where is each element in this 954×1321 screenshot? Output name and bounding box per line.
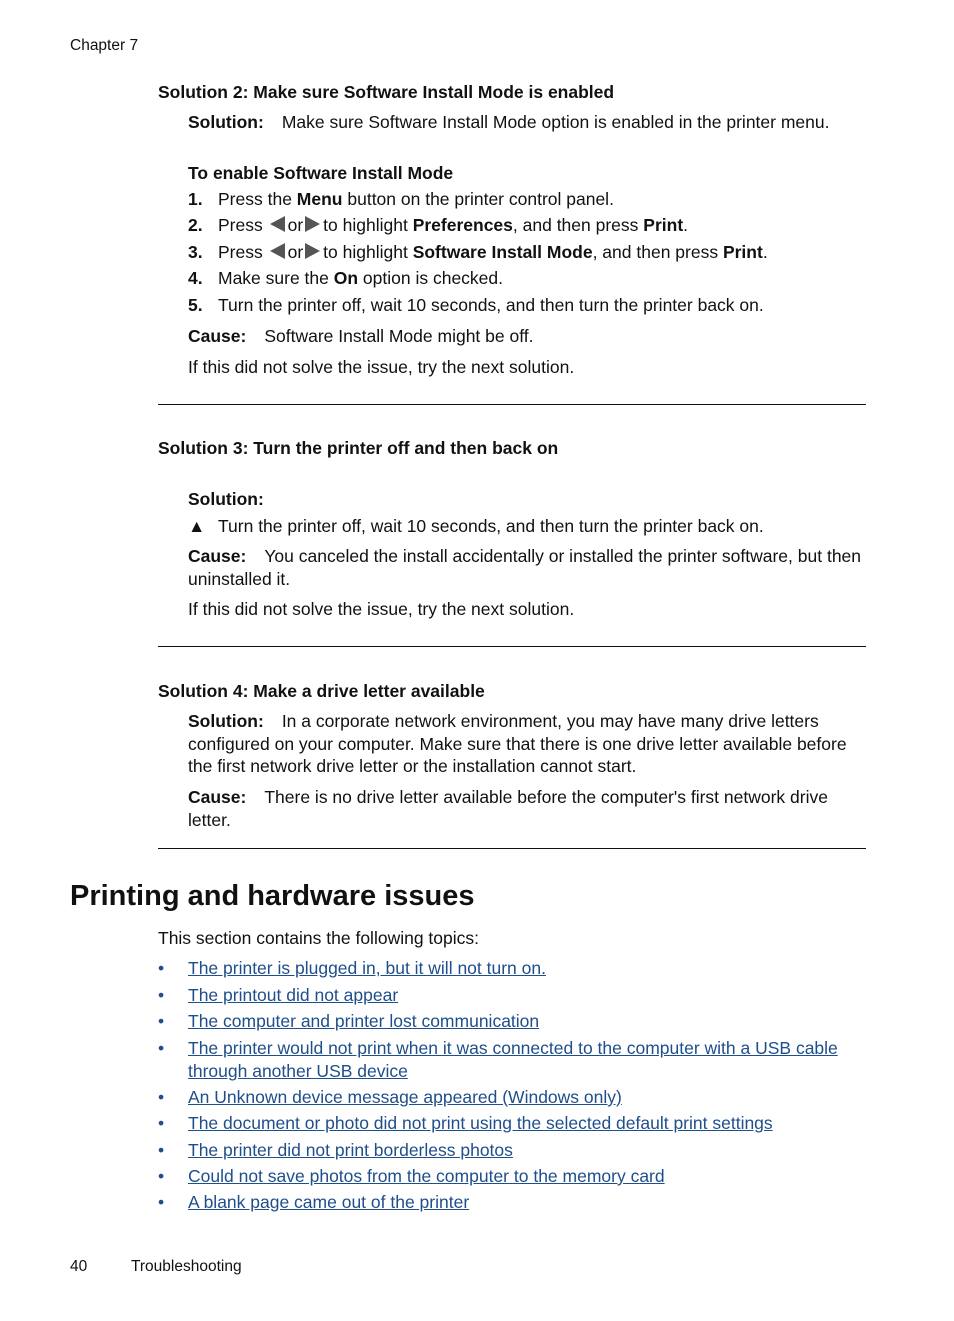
- bullet: •: [158, 1087, 165, 1107]
- solution-3-step: ▲ Turn the printer off, wait 10 seconds, and then turn the printer back on.: [188, 516, 764, 536]
- step-1: 1. Press the Menu button on the printer control panel.: [188, 189, 614, 209]
- divider: [158, 646, 866, 647]
- left-arrow-icon: [270, 243, 285, 259]
- bullet: •: [158, 985, 165, 1005]
- section-title: Printing and hardware issues: [70, 880, 475, 912]
- topic-link[interactable]: The printer is plugged in, but it will not turn on.: [188, 958, 546, 978]
- step-number: 1.: [188, 189, 203, 209]
- topic-link[interactable]: Could not save photos from the computer to the memory card: [188, 1166, 665, 1186]
- solution-2-cause: Cause: Software Install Mode might be off.: [188, 326, 534, 346]
- step-5: 5. Turn the printer off, wait 10 seconds, and then turn the printer back on.: [188, 295, 764, 315]
- divider: [158, 848, 866, 849]
- section-intro: This section contains the following topics:: [158, 928, 479, 948]
- solution-2-title: Solution 2: Make sure Software Install Mode is enabled: [158, 82, 615, 102]
- solution-3-next: If this did not solve the issue, try the next solution.: [188, 599, 575, 619]
- procedure-heading: To enable Software Install Mode: [188, 163, 454, 183]
- step-3: 3. Press or to highlight Software Install Mode, and then press Print.: [188, 242, 768, 262]
- topic-link[interactable]: The printout did not appear: [188, 985, 399, 1005]
- solution-label: Solution:: [188, 711, 264, 731]
- solution-3-title: Solution 3: Turn the printer off and then back on: [158, 438, 559, 458]
- cause-label: Cause:: [188, 546, 247, 566]
- solution-4-cause: Cause: There is no drive letter available before the computer's first network drive letter.: [188, 787, 828, 830]
- solution-2-solution: [188, 111, 866, 134]
- step-number: 4.: [188, 268, 203, 288]
- solution-2-next: If this did not solve the issue, try the next solution.: [188, 357, 575, 377]
- step-number: 3.: [188, 242, 203, 262]
- right-arrow-icon: [305, 243, 320, 259]
- cause-label: Cause:: [188, 326, 247, 346]
- topic-link[interactable]: The document or photo did not print using the selected default print settings: [188, 1113, 773, 1133]
- step-number: 2.: [188, 215, 203, 235]
- left-arrow-icon: [270, 216, 285, 232]
- solution-3-cause: Cause: You canceled the install accidentally or installed the printer software, but then uninstalled it.: [188, 546, 862, 589]
- bullet: •: [158, 1113, 165, 1133]
- step-2: 2. Press or to highlight Preferences, and then press Print.: [188, 215, 689, 235]
- topic-link[interactable]: An Unknown device message appeared (Windows only): [188, 1087, 622, 1107]
- triangle-icon: ▲: [188, 516, 206, 536]
- bullet: •: [158, 1038, 165, 1058]
- right-arrow-icon: [305, 216, 320, 232]
- solution-text: Make sure Software Install Mode option is enabled in the printer menu.: [281, 112, 830, 132]
- solution-label: Solution:: [188, 112, 264, 132]
- cause-label: Cause:: [188, 787, 247, 807]
- bullet: •: [158, 1011, 165, 1031]
- topic-link[interactable]: The printer would not print when it was connected to the computer with a USB cable through another USB device: [188, 1038, 838, 1081]
- solution-label: Solution:: [188, 489, 264, 509]
- step-4: 4. Make sure the On option is checked.: [188, 268, 504, 288]
- topic-link[interactable]: A blank page came out of the printer: [188, 1192, 470, 1212]
- page-number: 40: [70, 1258, 88, 1275]
- topic-link[interactable]: The printer did not print borderless photos: [188, 1140, 513, 1160]
- topic-link[interactable]: The computer and printer lost communication: [188, 1011, 540, 1031]
- divider: [158, 404, 866, 405]
- footer-section-name: Troubleshooting: [131, 1258, 242, 1275]
- bullet: •: [158, 1140, 165, 1160]
- chapter-header: Chapter 7: [70, 37, 139, 54]
- bullet: •: [158, 1192, 165, 1212]
- bullet: •: [158, 1166, 165, 1186]
- solution-4-solution: Solution: In a corporate network environment, you may have many drive letters configured on your computer. Make sure that there is one drive letter available before the first network drive letter or the installation cannot start.: [188, 711, 847, 776]
- solution-4-title: Solution 4: Make a drive letter available: [158, 681, 485, 701]
- step-number: 5.: [188, 295, 203, 315]
- bullet: •: [158, 958, 165, 978]
